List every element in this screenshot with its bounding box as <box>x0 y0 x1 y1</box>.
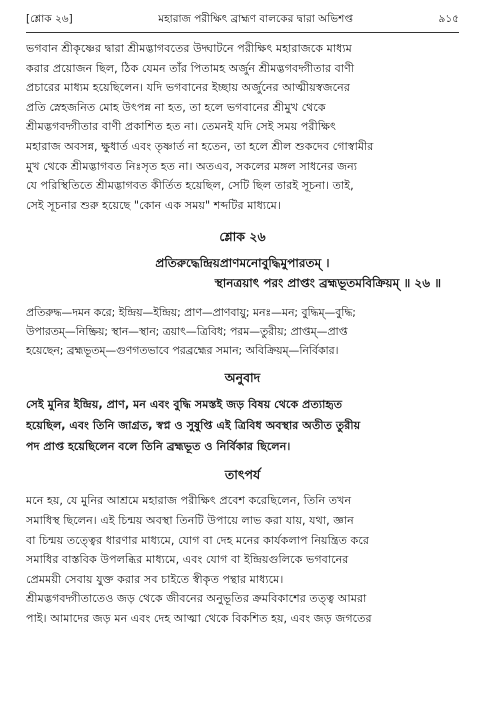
verse-line-2: স্থানত্রয়াৎ পরং প্রাপ্তং ব্রহ্মভূতমবিক্রিয়ম্ ॥ ২৬ ॥ <box>214 276 441 291</box>
purport-line: প্রেমময়ী সেবায় যুক্ত করার সব চাইতে স্বীকৃত পন্থার মাধ্যমে। <box>26 572 284 586</box>
translation-line: পদ প্রাপ্ত হয়েছিলেন বলে তিনি ব্রহ্মভূত ও নির্বিকার ছিলেন। <box>26 440 291 454</box>
purport-line: সমাধিস্থ ছিলেন। এই চিন্ময় অবস্থা তিনটি উপায়ে লাভ করা যায়, যথা, জ্ঞান <box>26 513 354 527</box>
intro-line: প্রচারের মাধ্যম হয়েছিলেন। যদি ভগবানের ইচ্ছায় অর্জুনের আত্মীয়স্বজনের <box>26 81 350 95</box>
translation-heading: অনুবাদ <box>224 370 261 386</box>
intro-line: মহারাজ অবসন্ন, ক্ষুধার্ত এবং তৃষ্ণার্ত না হতেন, তা হলে শ্রীল শুকদেব গোস্বামীর <box>26 139 374 153</box>
translation-line: হয়েছিল, এবং তিনি জাগ্রত, স্বপ্ন ও সুষুপ্তি এই ত্রিবিধ অবস্থার অতীত তুরীয় <box>26 419 361 433</box>
verse-line-1: প্রতিরুদ্ধেন্দ্রিয়প্রাণমনোবুদ্ধিমুপারতম্ । <box>155 256 330 271</box>
purport-paragraph <box>26 491 459 628</box>
sanskrit-verse <box>26 253 459 293</box>
synonyms-line: প্রতিরুদ্ধ—দমন করে; ইন্দ্রিয়—ইন্দ্রিয়; প্রাণ—প্রাণবায়ু; মনঃ—মন; বুদ্ধিম্—বুদ্ধি; <box>26 306 356 320</box>
header-verse-ref: [শ্লোক ২৬] <box>26 13 73 25</box>
intro-line: করার প্রয়োজন ছিল, ঠিক যেমন তাঁর পিতামহ অর্জুন শ্রীমদ্ভগবদ্গীতার বাণী <box>26 61 355 75</box>
intro-paragraph <box>26 39 459 215</box>
translation-paragraph <box>26 394 459 457</box>
header-rule <box>26 32 459 33</box>
verse-heading: শ্লোক ২৬ <box>219 229 266 245</box>
header-page-number: ৯১৫ <box>438 13 459 25</box>
translation-line: সেই মুনির ইন্দ্রিয়, প্রাণ, মন এবং বুদ্ধি সমস্তই জড় বিষয় থেকে প্রত্যাহৃত <box>26 398 343 412</box>
intro-line: ভগবান শ্রীকৃষ্ণের দ্বারা শ্রীমদ্ভাগবতের উদ্ঘাটনে পরীক্ষিৎ মহারাজকে মাধ্যম <box>26 42 352 55</box>
synonyms-paragraph <box>26 303 459 360</box>
synonyms-line: হয়েছেন; ব্রহ্মভূতম্—গুণগতভাবে পরব্রহ্মের সমান; অবিক্রিয়ম্—নির্বিকার। <box>26 344 339 358</box>
intro-line: মুখ থেকে শ্রীমদ্ভাগবত নিঃসৃত হত না। অতএব, সকলের মঙ্গল সাধনের জন্য <box>26 159 358 173</box>
intro-line: যে পরিস্থিতিতে শ্রীমদ্ভাগবত কীর্তিত হয়েছিল, সেটি ছিল তারই সূচনা। তাই, <box>26 179 354 193</box>
purport-line: শ্রীমদ্ভগবদ্গীতাতেও জড় থেকে জীবনের অনুভূতির ক্রমবিকাশের তত্ত্ব আমরা <box>26 592 367 606</box>
purport-line: সমাধির বাস্তবিক উপলব্ধির মাধ্যমে, এবং যোগ বা ইন্দ্রিয়গুলিকে ভগবানের <box>26 553 349 567</box>
header-chapter-title: মহারাজ পরীক্ষিৎ ব্রাহ্মণ বালকের দ্বারা অভিশপ্ত <box>158 13 353 25</box>
purport-heading: তাৎপর্য <box>224 467 261 483</box>
intro-line: শ্রীমদ্ভগবদ্গীতার বাণী প্রকাশিত হত না। তেমনই যদি সেই সময় পরীক্ষিৎ <box>26 120 337 134</box>
purport-line: পাই। আমাদের জড় মন এবং দেহ আত্মা থেকে বিকশিত হয়, এবং জড় জগতের <box>26 611 372 625</box>
intro-line: প্রতি স্নেহজনিত মোহ উৎপন্ন না হত, তা হলে ভগবানের শ্রীমুখ থেকে <box>26 100 326 114</box>
page-header <box>26 12 459 30</box>
synonyms-line: উপারতম্—নিষ্ক্রিয়; স্থান—স্থান; ত্রয়াৎ—ত্রিবিধ; পরম—তুরীয়; প্রাপ্তম্—প্রাপ্ত <box>26 325 348 339</box>
purport-line: মনে হয়, যে মুনির আশ্রমে মহারাজ পরীক্ষিৎ প্রবেশ করেছিলেন, তিনি তখন <box>26 494 352 508</box>
intro-line: সেই সূচনার শুরু হয়েছে "কোন এক সময়" শব্দটির মাধ্যমে। <box>26 198 281 212</box>
purport-line: বা চিন্ময় তত্ত্বের ধারণার মাধ্যমে, যোগ বা দেহ মনের কার্যকলাপ নিয়ন্ত্রিত করে <box>26 533 370 547</box>
